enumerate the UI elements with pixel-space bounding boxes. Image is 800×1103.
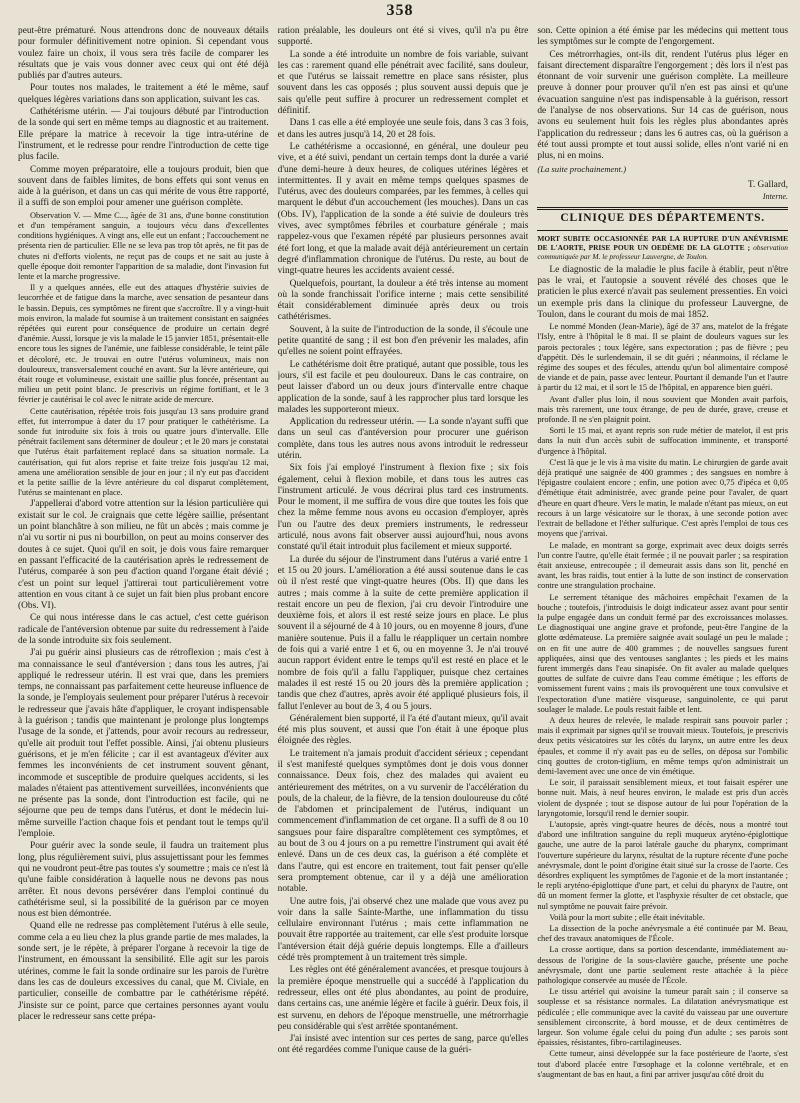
paragraph: Avant d'aller plus loin, il nous souvient que Monden avait parfois, mais très rarement, une toux étrange, de peu de durée, grave, creuse et profonde. Il ne s'en plaignit point. <box>537 394 789 425</box>
paragraph: Une autre fois, j'ai observé chez une malade que vous avez pu voir dans la salle Sainte-Marthe, une inflammation du tissu cellulaire environnant l'utérus ; mais cette inflammation ne pouvait être rapportée au traitement, car elle s'est produite lorsque l'antéversion était déjà guérie depuis longtemps. Elle a d'ailleurs cédé très promptement à un traitement très simple. <box>277 896 529 964</box>
paragraph: Observation V. — Mme C..., âgée de 31 ans, d'une bonne constitution et d'un tempérament sanguin, a toujours vécu dans d'excellentes conditions hygiéniques. A vingt ans, elle eut un enfant ; l'accouchement ne présenta rien de particulier. Elle ne se leva pas trop tôt après, ne fit pas de chutes ni d'efforts violents, ne reçut pas de coups et ne sait au juste à quelle époque doit remonter l'apparition de sa maladie, dont l'invasion fut lente et la marche progressive. <box>18 210 269 281</box>
section-title: CLINIQUE DES DÉPARTEMENTS. <box>560 212 765 225</box>
paragraph: Le cathétérisme doit être pratiqué, autant que possible, tous les jours, s'il est facile et peu douloureux. Dans le cas contraire, on peut laisser d'abord un ou deux jours d'intervalle entre chaque application de la sonde, sauf à les rapprocher plus tard lorsque les malades les supporteront mieux. <box>277 359 529 415</box>
column-3 <box>537 26 788 1099</box>
paragraph: ration préalable, les douleurs ont été si vives, qu'il n'a pu être supporté. <box>277 26 529 48</box>
paragraph: Application du redresseur utérin. — La sonde n'ayant suffi que dans un seul cas d'antéversion pour procurer une guérison complète, dans tous les autres nous avons introduit le redresseur utérin. <box>277 417 529 461</box>
paragraph: son. Cette opinion a été émise par les médecins qui mettent tous les symptômes sur le compte de l'engorgement. <box>537 26 789 48</box>
column-3-top <box>537 26 788 163</box>
paragraph: Cathétérisme utérin. — J'ai toujours débuté par l'introduction de la sonde qui sert en même temps au diagnostic et au traitement. Elle prépare la matrice à recevoir la tige intra-utérine de l'instrument, et le redresse pour rendre l'introduction de cette tige plus facile. <box>18 107 269 163</box>
paragraph: Le cathétérisme a occasionné, en général, une douleur peu vive, et a été suivi, pendant un certain temps dont la durée a varié d'une demi-heure à deux heures, de coliques utérines légères et intermittentes. Il y avait en même temps quelques spasmes de l'utérus, avec des douleurs comparées, par les femmes, à celles qui marquent le début d'un accouchement (les mouches). Dans un cas (Obs. IV), l'application de la sonde a été suivie de douleurs très vives, avec symptômes fébriles et courbature générale ; mais rappelez-vous que l'examen répété par plusieurs personnes avait été fort long, et que la malade avait déjà antérieurement un certain degré d'inflammation chronique de l'utérus. Du reste, au bout de vingt-quatre heures les accidents avaient cessé. <box>277 141 529 277</box>
paragraph: Sorti le 15 mai, et ayant repris son rude métier de matelot, il est pris dans la nuit d'un accès subit de suffocation imminente, et transporté d'urgence à l'hôpital. <box>537 426 789 456</box>
paragraph: Voilà pour la mort subite ; elle était inévitable. <box>549 912 705 922</box>
continuation-text: (La suite prochainement.) <box>537 163 627 174</box>
paragraph: La crosse aortique, dans sa portion descendante, immédiatement au-dessous de l'origine de la sous-clavière gauche, présente une poche anévrysmale, dont une partie seulement reste attachée à la pièce pathologique conservée au musée de l'École. <box>537 945 789 986</box>
paragraph: A deux heures de relevée, le malade respirait sans pouvoir parler ; mais il exprimait par signes qu'il se trouvait mieux. Toutefois, je prescrivis deux petits vésicatoires sur les côtés du larynx, un autre entre les deux épaules, et comme il n'y avait pas eu de selles, on déposa sur l'ombilic cinq gouttes de croton-tiglium, en même temps qu'on administrait un demi-lavement avec une once de vin émétique. <box>537 715 789 776</box>
paragraph: L'autopsie, après vingt-quatre heures de décès, nous a montré tout d'abord une infiltration sanguine du repli muqueux aryténo-épiglottique gauche, une autre de la paroi latérale gauche du pharynx, comprimant l'ouverture supérieure du larynx, résultat de la rupture récente d'une poche anévrysmale, dont le point d'origine était situé sur la crosse de l'aorte. Ces désordres expliquent les symptômes de l'agonie et de la mort instantanée ; le repli aryténo-épiglottique d'une part, et celui du pharynx de l'autre, ont dû un moment fermer la glotte, et l'asphyxie résulter de cet obstacle, que nul symptôme ne pouvait faire prévoir. <box>537 819 789 911</box>
paragraph: Ces métrorrhagies, ont-ils dit, rendent l'utérus plus léger en faisant directement disparaître l'engorgement ; dès lors il n'est pas étonnant de voir survenir une guérison complète. La meilleure preuve à donner pour prouver qu'il n'en est pas ainsi et qu'une évacuation sanguine n'est pas indispensable à la guérison, ressort de l'analyse de nos observations. Sur 14 cas de guérison, nous avons eu seulement huit fois les règles plus abondantes après l'application du redresseur ; dans les 6 autres cas, où la guérison a été tout aussi prompte et tout aussi solide, elles n'ont varié ni en plus, ni en moins. <box>537 49 789 162</box>
paragraph: Le diagnostic de la maladie le plus facile à établir, peut n'être pas le vrai, et l'autopsie a souvent révélé des choses que le praticien le plus exercé n'avait pas seulement pressenties. En voici un exemple pris dans la clinique du professeur Lauvergne, de Toulon, dans le courant du mois de mai 1852. <box>537 264 789 320</box>
article-subtitle: observation communiquée par M. le professeur Lauvergne, de Toulon. <box>537 242 789 261</box>
paragraph: Cette cautérisation, répétée trois fois jusqu'au 13 sans produire grand effet, fut interrompue à dater du 17 pour pratiquer le cathétérisme. La sonde fut introduite six fois à trois ou quatre jours d'intervalle. Elle pénétrait facilement sans déterminer de douleur ; et le 20 mars je constatai que l'utérus était parfaitement replacé dans sa situation normale. La cautérisation, qui fut alors reprise et faite treize fois jusqu'au 12 mai, amena une amélioration sensible de jour en jour ; il n'y eut pas d'accident et la petite saillie de la lèvre antérieure du col disparut complètement, l'utérus se maintenant en place. <box>18 406 269 498</box>
paragraph: Le tissu artériel qui avoisine la tumeur paraît sain ; il conserve sa souplesse et sa résistance normales. La dilatation anévrysmatique est pédiculée ; elle communique avec la cavité du vaisseau par une ouverture sensiblement circonscrite, à bord mousse, et de deux centimètres de largeur. Son volume égale celui du poing d'un adulte ; ses parois sont épaissies, résistantes, fibro-cartilagineuses. <box>537 987 789 1048</box>
column-3-bottom <box>537 265 788 1080</box>
paragraph: Pour toutes nos malades, le traitement a été le même, sauf quelques légères variations dans son application, suivant les cas. <box>18 83 269 105</box>
paragraph: Le traitement n'a jamais produit d'accident sérieux ; cependant il s'est manifesté quelques symptômes dont je dois vous donner connaissance. Deux fois, chez des malades qui avaient eu antérieurement des métrites, on a vu survenir de l'accélération du pouls, de la chaleur, de la fièvre, de la tension douloureuse du côté de l'abdomen et principalement de l'utérus, indiquant un commencement d'inflammation de cet organe. Il a suffi de 8 ou 10 sangsues pour faire disparaître complètement ces symptômes, et au bout de 3 ou 4 jours on a pu remettre l'instrument qui avait été enlevé. Dans un de ces deux cas, la guérison a été complète et dans l'autre, qui est encore en traitement, tout fait penser qu'elle sera promptement obtenue, car il y a déjà une amélioration notable. <box>277 748 529 895</box>
paragraph: Ce qui nous intéresse dans le cas actuel, c'est cette guérison radicale de l'antéversion obtenue par suite du redressement à l'aide de la sonde introduite six fois seulement. <box>18 613 269 646</box>
paragraph: Le nommé Monden (Jean-Marie), âgé de 37 ans, matelot de la frégate l'Isly, entre à l'hôpital le 8 mai. Il se plaint de douleurs vagues sur les parois pectorales ; toux légère, sans expectoration ; pas de fièvre ; peu d'appétit. Dès le surlendemain, il se dit guéri ; néanmoins, il réclame le régime des soupes et des fécules, attendu qu'un bol alimentaire composé de viande et de pain, passe avec lenteur. Pourtant il demande l'un et l'autre à partir du 12 mai, et il sort le 15 de l'hôpital, en apparence bien guéri. <box>537 322 789 393</box>
paragraph: Dans 1 cas elle a été employée une seule fois, dans 3 cas 3 fois, et dans les autres jusqu'à 14, 20 et 28 fois. <box>277 118 529 140</box>
paragraph: J'appellerai d'abord votre attention sur la lésion particulière qui existait sur le col. Je craignais que cette légère saillie, présentant un point blanchâtre à son milieu, ne fût un abcès ; mais comme je n'ai vu sortir ni pus ni bourbillon, on peut au moins conserver des doutes à ce sujet. Quoi qu'il en soit, je dois vous faire remarquer en passant l'efficacité de la cautérisation après le redressement de l'utérus, comparée à son peu d'action quand l'organe était dévié ; c'est un point sur lequel j'attirerai tout particulièrement votre attention en vous citant à ce sujet un fait bien plus probant encore (Obs. VI). <box>18 499 269 612</box>
column-1 <box>18 26 269 1099</box>
article-title <box>537 234 788 261</box>
paragraph: peut-être prématuré. Nous attendrons donc de nouveaux détails pour formuler définitivement notre opinion. Si cependant vous voulez faire un choix, il vous sera très facile de comparer les résultats que je vais vous donner avec ceux qui ont été déjà publiés par d'autres auteurs. <box>18 26 269 82</box>
paragraph: La sonde a été introduite un nombre de fois variable, suivant les cas : rarement quand elle pénétrait avec facilité, sans douleur, et que l'utérus se laissait remettre en place sans résister, plus souvent dans les cas opposés ; plus souvent aussi depuis que je sais qu'elle peut suffire à procurer un redressement complet et définitif. <box>277 49 529 117</box>
paragraph: Comme moyen préparatoire, elle a toujours produit, bien que souvent dans de faibles limites, de bons effets qui sont venus en aide à la guérison, et dans un cas qui mérite de vous être rapporté, il a suffi de son emploi pour amener une guérison complète. <box>18 164 269 209</box>
paragraph: La dissection de la poche anévrysmale a été continuée par M. Beau, chef des travaux anatomiques de l'École. <box>537 924 789 944</box>
paragraph: Le soir, il paraissait sensiblement mieux, et tout faisait espérer une bonne nuit. Mais, à neuf heures environ, le malade est pris d'un accès violent de dyspnée ; tout se dispose autour de lui pour l'opération de la laryngotomie, lorsqu'il rend le dernier soupir. <box>537 778 789 818</box>
paragraph: Les règles ont été généralement avancées, et presque toujours à la première époque menstruelle qui a succédé à l'application du redresseur, elles ont été plus abondantes, au point de produire, dans certains cas, une anémie légère et facile à guérir. Deux fois, il est survenu, en dehors de l'époque menstruelle, une métrorrhagie peu considérable qui s'est arrêtée spontanément. <box>277 965 529 1032</box>
paragraph: Généralement bien supporté, il l'a été d'autant mieux, qu'il avait été mis plus souvent, et aussi que l'on était à une époque plus éloignée des règles. <box>277 713 529 747</box>
section-divider <box>537 207 788 210</box>
paragraph: C'est là que je le vis à ma visite du matin. Le chirurgien de garde avait déjà pratiqué une saignée de 400 grammes ; des sangsues en nombre à l'épigastre coulaient encore ; enfin, une potion avec 0,75 d'ipéca et 0,05 d'émétique était administrée, avec grande peine pour l'avaler, de quart d'heure en quart d'heure. Vers le matin, le malade n'étant pas mieux, on eut recours à un large vésicatoire sur le thorax, à une seconde potion avec l'extrait de belladone et l'éther sulfurique. C'est après l'emploi de tous ces moyens que j'arrivai. <box>537 457 789 539</box>
signature-title: Interne. <box>762 192 789 202</box>
paragraph: La durée du séjour de l'instrument dans l'utérus a varié entre 1 et 15 ou 20 jours. L'amélioration a été aussi soutenue dans le cas où il n'est resté que vingt-quatre heures (Obs. II) que dans les autres ; mais comme à la suite de cette première application il restait encore un peu de flexion, j'ai cru devoir l'introduire une deuxième fois, et alors il est resté seize jours en place. Le plus souvent il a séjourné de 4 à 10 jours, ou en moyenne 8 jours, d'une manière soutenue. Puis il a fallu le réappliquer un certain nombre de fois qui a varié entre 1 et 6, ou en moyenne 3. Je n'ai trouvé aucun rapport évident entre le temps qu'il est resté en place et le nombre de fois qu'il a fallu l'appliquer, puisque chez certaines malades il est resté 15 ou 20 jours dès la première application ; tandis que chez d'autres, après avoir été appliqué plusieurs fois, il fallut l'enlever au bout de 3, 4 ou 5 jours. <box>277 554 529 712</box>
signature-name: T. Gallard, <box>747 179 789 190</box>
paragraph: J'ai insisté avec intention sur ces pertes de sang, parce qu'elles ont été regardées comme l'unique cause de la guéri- <box>277 1034 529 1056</box>
paragraph: Le malade, en montrant sa gorge, exprimait avec deux doigts serrés l'un contre l'autre, qu'elle était fermée ; il ne pouvait parler ; sa respiration était anxieuse, entrecoupée ; il demeurait assis dans son lit, penché en avant, les bras raidis, tout entier à la lutte de son instinct de conservation contre une strangulation prochaine. <box>537 540 789 591</box>
section-rule <box>537 230 788 231</box>
paragraph: Pour guérir avec la sonde seule, il faudra un traitement plus long, plus régulièrement suivi, plus assujettissant pour les femmes qui ne voudront peut-être pas toutes s'y soumettre ; mais ce n'est là qu'une faible considération à laquelle nous ne devons pas nous arrêter. Et nous devons persévérer dans l'emploi continué du cathétérisme seul, si la possibilité de la guérison par ce moyen nous est bien démontrée. <box>18 841 269 920</box>
paragraph: Il y a quelques années, elle eut des attaques d'hystérie suivies de leucorrhée et de fatigue dans la marche, avec sensation de pesanteur dans le bassin. Depuis, ces symptômes ne firent que s'accroître. Il y a vingt-huit mois environ, la malade fut soumise à un traitement consistant en saignées répétées qui eurent pour conséquence de produire un certain degré d'anémie. Aussi, lorsque je vis la malade le 15 janvier 1851, présentait-elle encore tous les signes de l'anémie, une faiblesse considérable, le teint pâle et décoloré, etc. Je trouvai en outre l'utérus volumineux, mais non douloureux, transversalement couché en avant. Sur la lèvre antérieure, qui était rouge et volumineuse, existait une saillie plus foncée, présentant au milieu un petit point blanc. Je prescrivis un régime fortifiant, et le 3 février je cautérisai le col avec le nitrate acide de mercure. <box>18 283 269 405</box>
paragraph: Six fois j'ai employé l'instrument à flexion fixe ; six fois également, celui à flexion mobile, et dans tous les autres cas l'instrument articulé. Je vous décrirai plus tard ces instruments. Pour le moment, il me suffira de vous dire que toutes les fois que chez la même femme nous avons eu occasion d'employer, après l'un ou l'autre des deux premiers instruments, le redresseur articulé, nous avons fait observer aussi aujourd'hui, nous avons constaté qu'il était introduit plus facilement et mieux supporté. <box>277 463 529 553</box>
text-columns <box>18 26 788 1099</box>
paragraph: Quand elle ne redresse pas complètement l'utérus à elle seule, comme cela a eu lieu chez la plus grande partie de mes malades, la sonde sert, je le répète, à préparer l'organe à recevoir la tige de l'instrument, en émoussant la sensibilité. Elle agit sur les parois utérines, comme le fait la sonde ordinaire sur les parois de l'urètre dans les cas de douleurs excessives du canal, que M. Civiale, en particulier, conseille de combattre par le cathétérisme répété. J'insiste sur ce point, parce que certaines personnes ayant voulu placer le redresseur sans cette prépa- <box>18 921 269 1022</box>
column-2 <box>278 26 529 1099</box>
signature <box>537 180 788 203</box>
continuation-note <box>537 164 788 176</box>
paragraph: J'ai pu guérir ainsi plusieurs cas de rétroflexion ; mais c'est à ma connaissance le seul d'antéversion ; dans tous les autres, j'ai appliqué le redresseur utérin. Il est vrai que, dans les premiers temps, ne connaissant pas parfaitement cette heureuse influence de la sonde, je l'employais seulement pour préparer l'utérus à recevoir le redresseur que j'avais hâte d'appliquer, le croyant indispensable à la guérison ; tandis que maintenant je prolonge plus longtemps l'usage de la sonde, et j'attends, pour avoir recours au redresseur, qu'elle ait produit tout l'effet possible. Ainsi, j'ai obtenu plusieurs guérisons, et je m'en félicite ; car il est avantageux d'éviter aux femmes les inconvénients de cet instrument souvent gênant, incommode et susceptible de produire quelques accidents, si les malades n'étaient pas attentivement surveillées, inconvénients que ne présente pas la sonde, dont l'introduction est facile, qui ne séjourne que peu de temps dans l'utérus, et dont le médecin lui-même surveille l'action chaque fois et pendant tout le temps qu'il l'emploie. <box>18 648 269 840</box>
paragraph: Cette tumeur, ainsi développée sur la face postérieure de l'aorte, s'est tout d'abord placée entre l'œsophage et la colonne vertébrale, et en s'augmentant de bas en haut, a fini par arriver jusqu'au côté droit du <box>537 1049 789 1079</box>
paragraph: Souvent, à la suite de l'introduction de la sonde, il s'écoule une petite quantité de sang ; il est bon d'en prévenir les malades, afin qu'elles ne soient point effrayées. <box>277 324 529 358</box>
article-title-text: MORT SUBITE OCCASIONNÉE PAR LA RUPTURE D'UN ANÉVRISME DE L'AORTE, PRISE POUR UN OEDÈME DE LA GLOTTE ; <box>537 233 789 252</box>
paragraph: Le serrement tétanique des mâchoires empêchait l'examen de la bouche ; toutefois, j'introduisis le doigt indicateur assez avant pour sentir la pulpe engagée dans un conduit fermé par des excroissances molasses. Le diagnostiquai une angine grave et profonde, peut-être l'angine de la glotte œdémateuse. La première saignée avait soulagé un peu le malade ; on en fit une autre de 400 grammes ; de nouvelles sangsues furent appliquées, ainsi que des ventouses sanglantes ; les pieds et les mains furent immergés dans l'eau sinapisée. On fit avaler au malade quelques gouttes de sulfate de cuivre dans l'eau comme émétique ; les efforts de vomissement furent vains ; mais ils provoquèrent une toux convulsive et l'expectoration d'une matière visqueuse, sanguinolente, ce qui parut soulager le malade. Le pouls restait faible et lent. <box>537 592 789 714</box>
paragraph: Quelquefois, pourtant, la douleur a été très intense au moment où la sonde franchissait l'orifice interne ; mais cette sensibilité était considérablement diminuée après deux ou trois cathétérismes. <box>277 278 529 323</box>
page-number: 358 <box>386 2 414 19</box>
